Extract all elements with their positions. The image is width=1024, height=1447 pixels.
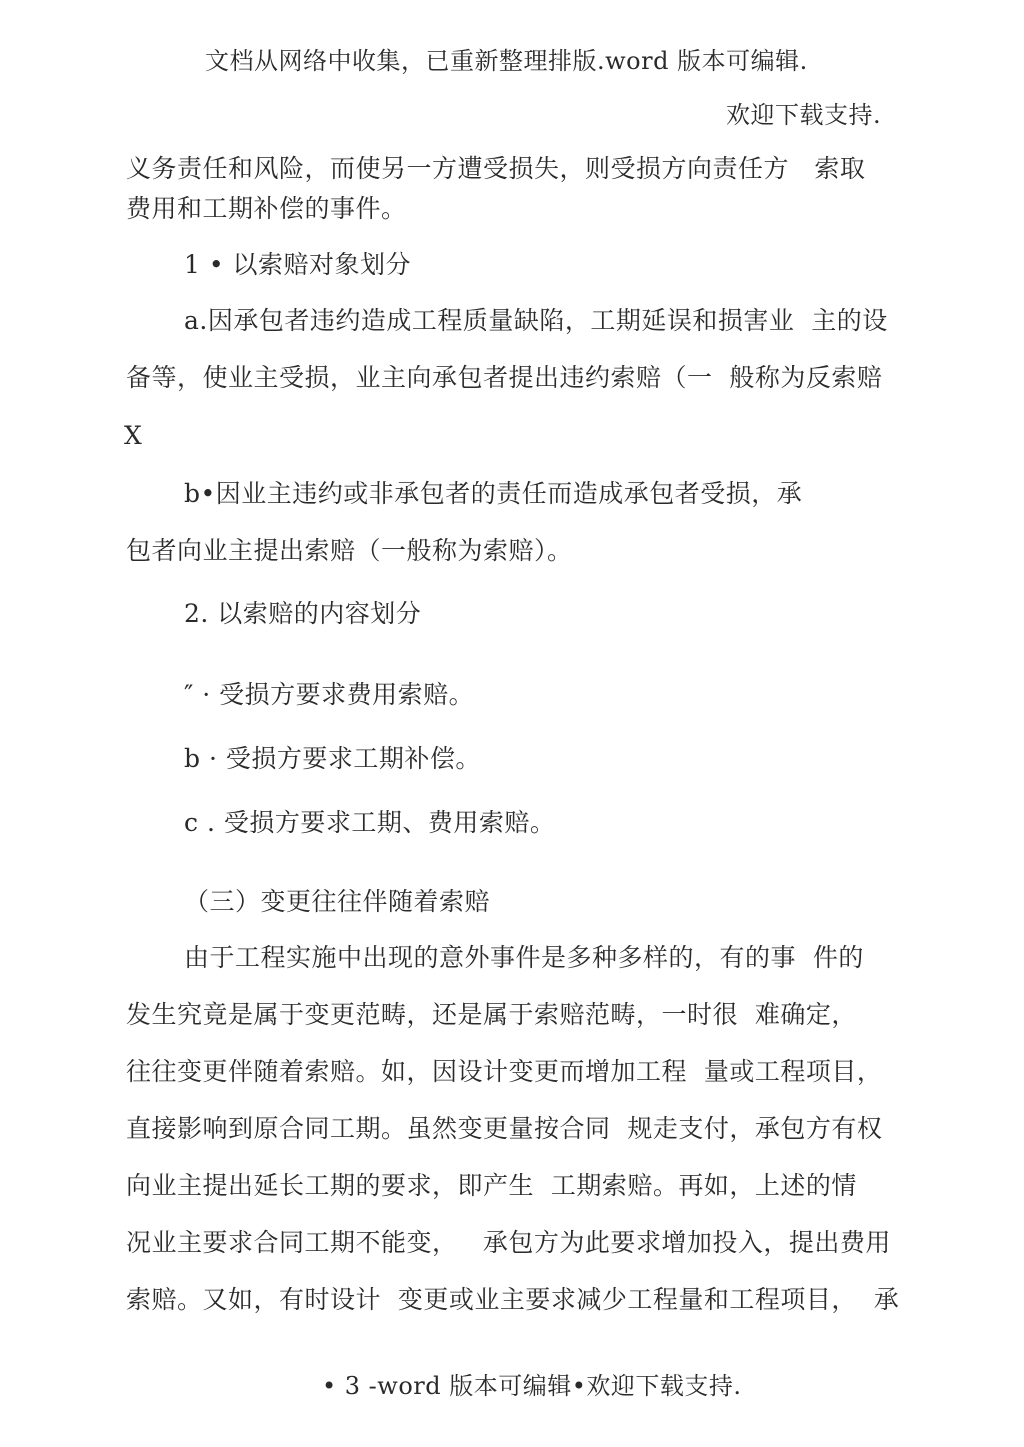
body-line: 况业主要求合同工期不能变， 承包方为此要求增加投入，提出费用 [126,1228,891,1257]
body-line: 义务责任和风险，而使另一方遭受损失，则受损方向责任方 索取 [126,154,866,183]
body-line: 往往变更伴随着索赔。如，因设计变更而增加工程 量或工程项目， [126,1057,883,1086]
body-line: 索赔。又如，有时设计 变更或业主要求减少工程量和工程项目， 承 [126,1285,900,1314]
list-item: ″ · 受损方要求费用索赔。 [184,680,475,709]
body-line: 备等，使业主受损，业主向承包者提出违约索赔（一 般称为反索赔 [126,363,883,392]
list-item: b · 受损方要求工期补偿。 [184,744,481,773]
body-line: 由于工程实施中出现的意外事件是多种多样的，有的事 件的 [184,943,864,972]
body-line: X [124,421,143,450]
body-line: 向业主提出延长工期的要求，即产生 工期索赔。再如，上述的情 [126,1171,857,1200]
body-line: 包者向业主提出索赔（一般称为索赔）。 [126,536,573,565]
section-heading: 1 • 以索赔对象划分 [184,250,412,279]
footer-text: • 3 -word 版本可编辑•欢迎下载支持. [322,1372,742,1400]
list-item: c . 受损方要求工期、费用索赔。 [184,808,556,837]
header-line-1: 文档从网络中收集，已重新整理排版.word 版本可编辑. [205,47,808,75]
body-line: 发生究竟是属于变更范畴，还是属于索赔范畴，一时很 难确定， [126,1000,857,1029]
body-line: a.因承包者违约造成工程质量缺陷，工期延误和损害业 主的设 [184,306,888,335]
body-line: 费用和工期补偿的事件。 [126,194,407,223]
section-heading: （三）变更往往伴随着索赔 [184,887,491,916]
body-line: 直接影响到原合同工期。虽然变更量按合同 规走支付，承包方有权 [126,1114,883,1143]
section-heading: 2. 以索赔的内容划分 [184,599,422,628]
body-line: b•因业主违约或非承包者的责任而造成承包者受损，承 [184,479,803,508]
header-line-2: 欢迎下载支持. [726,101,882,129]
